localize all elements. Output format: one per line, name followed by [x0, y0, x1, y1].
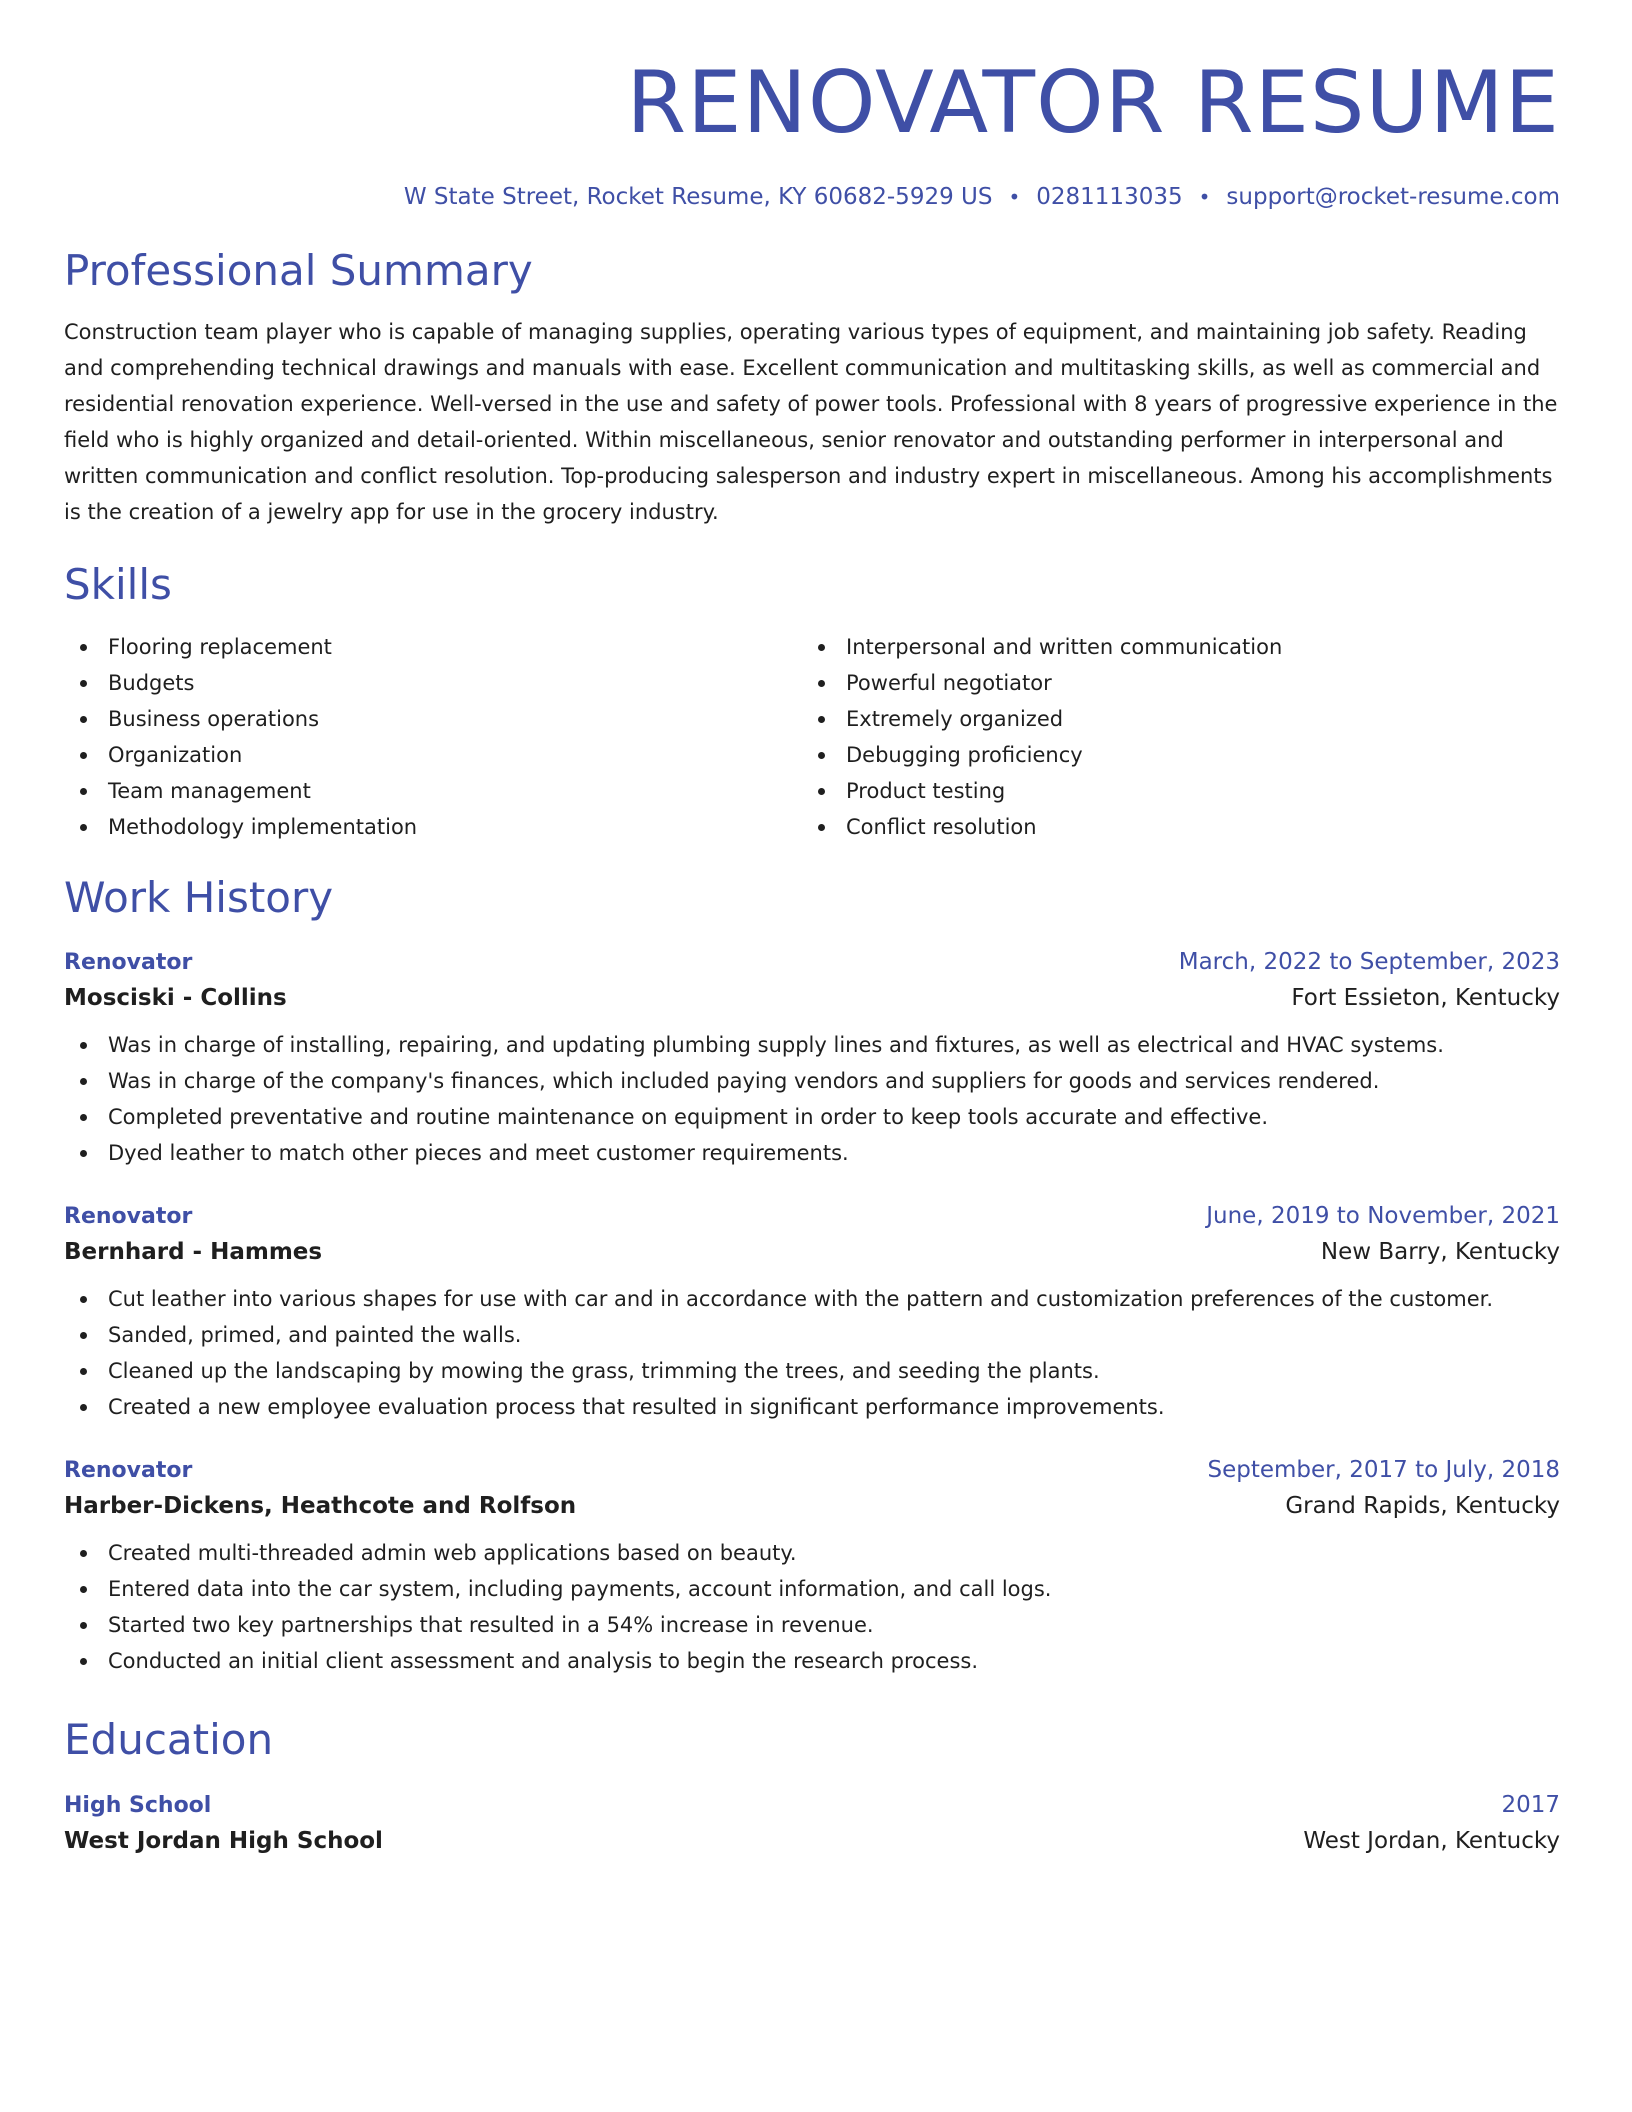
job-title: Renovator	[64, 950, 193, 976]
address-text: W State Street, Rocket Resume, KY 60682-5929 US	[403, 184, 993, 210]
job-bullet: Created multi-threaded admin web applications based on beauty.	[64, 1535, 1560, 1571]
skill-item: Debugging proficiency	[802, 737, 1540, 773]
skill-item: Conflict resolution	[802, 809, 1540, 845]
skill-item: Business operations	[64, 701, 802, 737]
education-year: 2017	[1501, 1791, 1560, 1818]
job-bullet: Was in charge of the company's finances, which included paying vendors and suppliers for goods and services rendered.	[64, 1063, 1560, 1099]
skill-item: Product testing	[802, 773, 1540, 809]
resume-page	[64, 0, 1560, 1854]
skills-section	[64, 560, 1560, 844]
job-bullet: Conducted an initial client assessment and analysis to begin the research process.	[64, 1643, 1560, 1679]
job-dates: September, 2017 to July, 2018	[1207, 1457, 1560, 1484]
job-bullet: Created a new employee evaluation process that resulted in significant performance improvements.	[64, 1389, 1560, 1425]
work-history-section	[64, 873, 1560, 1679]
skill-item: Methodology implementation	[64, 809, 802, 845]
job-company: Bernhard - Hammes	[64, 1239, 323, 1266]
skills-columns	[64, 629, 1560, 845]
summary-section	[64, 246, 1560, 530]
skills-left-list	[64, 629, 802, 845]
skill-item: Team management	[64, 773, 802, 809]
job-title: Renovator	[64, 1458, 193, 1484]
job-bullets	[64, 1535, 1560, 1679]
job-bullet: Cleaned up the landscaping by mowing the grass, trimming the trees, and seeding the plants.	[64, 1353, 1560, 1389]
job-bullet: Completed preventative and routine maintenance on equipment in order to keep tools accurate and effective.	[64, 1099, 1560, 1135]
job-location: Fort Essieton, Kentucky	[1291, 985, 1560, 1012]
skills-right-list	[802, 629, 1540, 845]
education-section	[64, 1715, 1560, 1853]
skill-item: Powerful negotiator	[802, 665, 1540, 701]
job-bullets	[64, 1027, 1560, 1171]
email-link[interactable]: support@rocket-resume.com	[1226, 184, 1560, 210]
contact-separator: •	[1008, 185, 1021, 209]
job-bullet: Sanded, primed, and painted the walls.	[64, 1317, 1560, 1353]
job-dates: June, 2019 to November, 2021	[1206, 1203, 1560, 1230]
job-dates: March, 2022 to September, 2023	[1178, 949, 1560, 976]
job-bullet: Was in charge of installing, repairing, and updating plumbing supply lines and fixtures, as well as electrical and HVAC systems.	[64, 1027, 1560, 1063]
contact-separator: •	[1198, 185, 1211, 209]
job-entry	[64, 1203, 1560, 1425]
job-entry	[64, 1457, 1560, 1679]
phone-text: 0281113035	[1036, 184, 1183, 210]
job-company: Harber-Dickens, Heathcote and Rolfson	[64, 1493, 577, 1520]
skill-item: Organization	[64, 737, 802, 773]
job-title: Renovator	[64, 1204, 193, 1230]
job-location: New Barry, Kentucky	[1320, 1239, 1560, 1266]
job-location: Grand Rapids, Kentucky	[1285, 1493, 1560, 1520]
skill-item: Interpersonal and written communication	[802, 629, 1540, 665]
skill-item: Budgets	[64, 665, 802, 701]
education-location: West Jordan, Kentucky	[1303, 1827, 1560, 1854]
job-bullet: Started two key partnerships that resulted in a 54% increase in revenue.	[64, 1607, 1560, 1643]
resume-title: RENOVATOR RESUME	[626, 53, 1560, 153]
education-heading: Education	[64, 1715, 274, 1765]
job-entry	[64, 949, 1560, 1171]
work-history-heading: Work History	[64, 872, 334, 922]
skills-heading: Skills	[64, 560, 172, 610]
education-school: West Jordan High School	[64, 1827, 383, 1854]
skill-item: Extremely organized	[802, 701, 1540, 737]
job-bullet: Entered data into the car system, including payments, account information, and call logs.	[64, 1571, 1560, 1607]
job-bullet: Dyed leather to match other pieces and meet customer requirements.	[64, 1135, 1560, 1171]
summary-heading: Professional Summary	[64, 246, 533, 295]
contact-line	[64, 184, 1560, 210]
skill-item: Flooring replacement	[64, 629, 802, 665]
job-bullet: Cut leather into various shapes for use with car and in accordance with the pattern and customization preferences of the customer.	[64, 1281, 1560, 1317]
education-entry	[64, 1792, 1560, 1854]
education-degree: High School	[64, 1792, 212, 1818]
job-bullets	[64, 1281, 1560, 1425]
summary-text: Construction team player who is capable of managing supplies, operating various types of equipment, and maintaining job safety. Reading and comprehending technical drawings and manuals with ease. Excellent communication and multitasking skills, as well as commercial and residential renovation experience. Well-versed in the use and safety of power tools. Professional with 8 years of progressive experience in the field who is highly organized and detail-oriented. Within miscellaneous, senior renovator and outstanding performer in interpersonal and written communication and conflict resolution. Top-producing salesperson and industry expert in miscellaneous. Among his accomplishments is the creation of a jewelry app for use in the grocery industry.	[64, 320, 1558, 525]
job-company: Mosciski - Collins	[64, 985, 287, 1012]
